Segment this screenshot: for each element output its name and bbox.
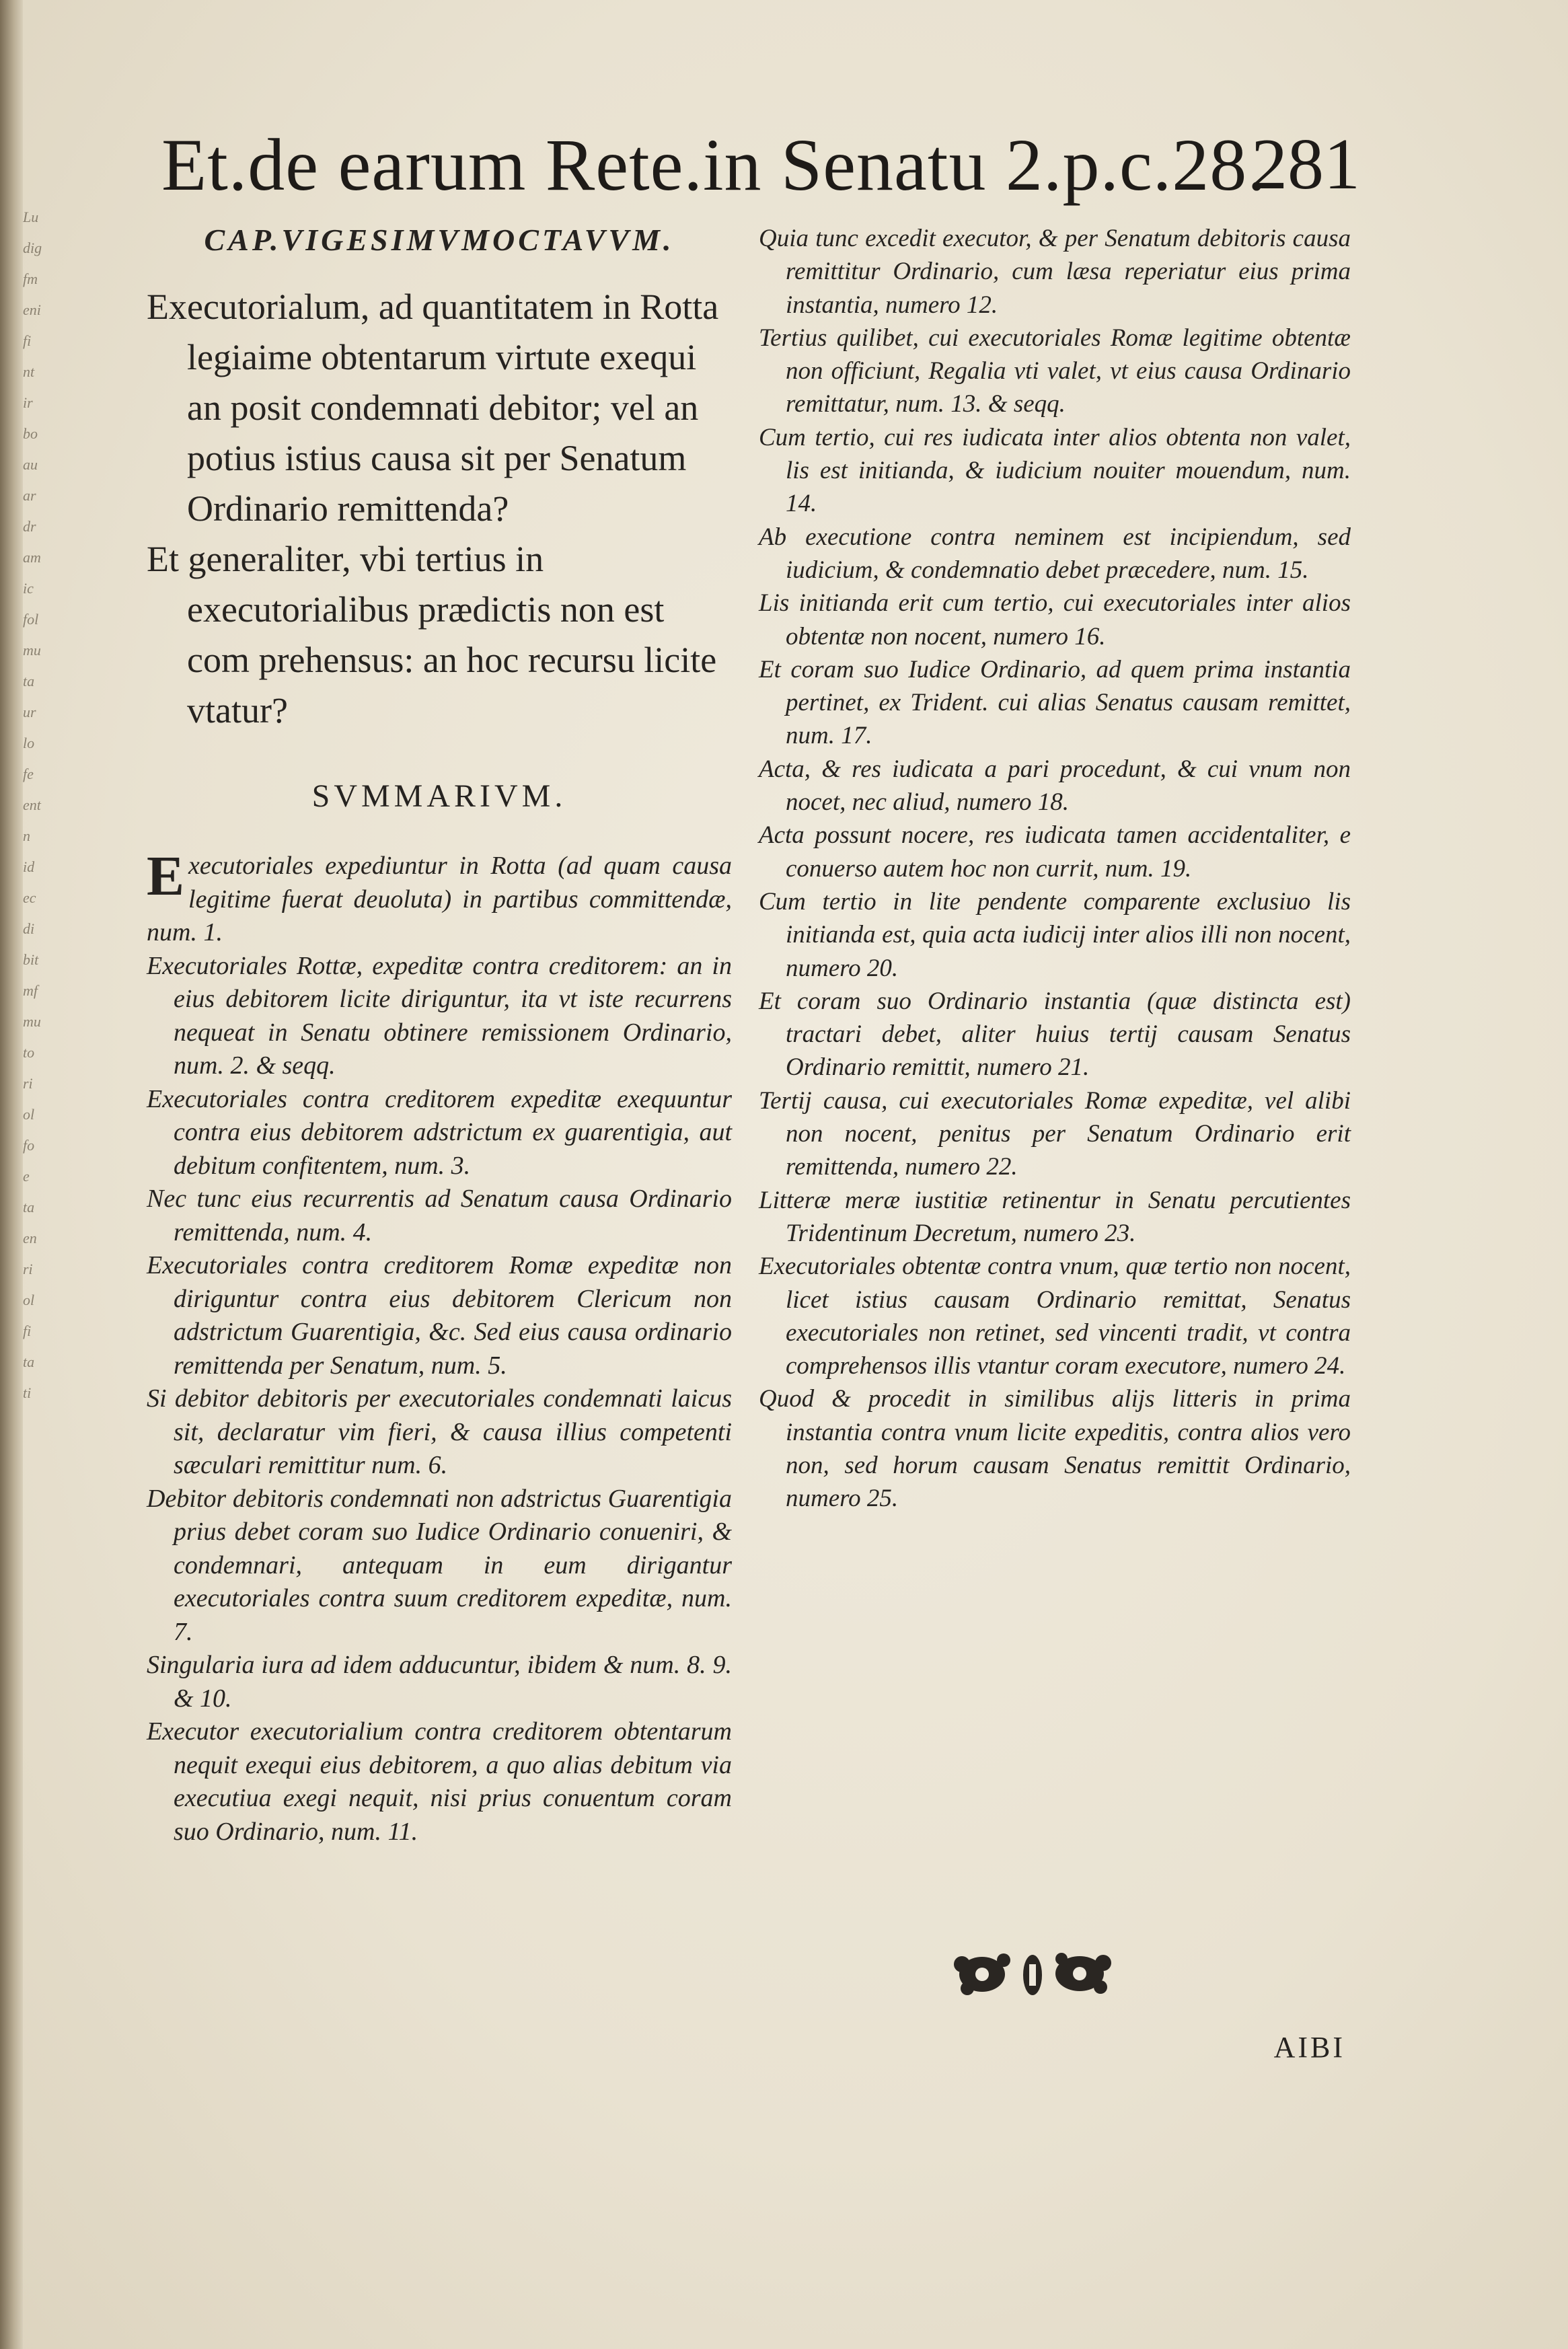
margin-fragment: e [23,1168,30,1185]
summary-entries-right [759,222,1351,1516]
margin-fragment: fi [23,1322,32,1339]
summary-entry: Executoriales obtentæ contra vnum, quæ tertio non nocent, licet istius causam Ordinario remittat, Senatus executoriales non retinet, sed vincenti tradit, vt contra comprehensos illis vtantur coram executore, numero 24. [759,1253,1351,1380]
summary-entry [147,1249,732,1382]
summary-entry-text: Executoriales contra creditorem Romæ expeditæ non diriguntur contra eius debitorem Clericum non adstrictum Guarentigia, &c. Sed eius causa ordinario remittenda per Senatum, num. 5. [147,1251,732,1380]
left-column [147,222,732,1849]
right-column [759,222,1351,1516]
margin-fragment: n [23,827,30,844]
summary-entry [147,845,732,950]
margin-fragment: dr [23,518,36,535]
page-number: 281 [1251,124,1360,204]
margin-fragment: ti [23,1384,32,1401]
margin-fragment: di [23,920,35,937]
margin-fragment: au [23,456,38,473]
margin-fragment: bo [23,425,38,442]
summary-entry [147,1083,732,1183]
summary-entry: Tertij causa, cui executoriales Romæ expeditæ, vel alibi non nocent, penitus per Senatum Ordinario erit remittenda, numero 22. [759,1086,1351,1181]
margin-fragment: to [23,1044,35,1061]
summary-entry: Lis initianda erit cum tertio, cui executoriales inter alios obtentæ non nocent, numero 16. [759,589,1351,650]
summary-entries-left [147,845,732,1849]
margin-fragment: ec [23,889,36,906]
summary-entry-text: Debitor debitoris condemnati non adstrictus Guarentigia prius debet coram suo Iudice Ordinario conueniri, & condemnari, antequam in eum dirigantur executoriales contra suum creditorem expeditæ, num. 7. [147,1484,732,1646]
fleuron-ornament [942,1944,1123,2005]
margin-fragment: ar [23,487,36,504]
question-2: Et generaliter, vbi tertius in executorialibus prædictis non est com prehensus: an hoc recursu licite vtatur? [147,539,717,731]
summary-entry: Et coram suo Ordinario instantia (quæ distincta est) tractari debet, aliter huius tertij causam Senatus Ordinario remittit, numero 21. [759,987,1351,1082]
margin-fragment: ur [23,704,36,720]
margin-fragment: lo [23,735,35,751]
margin-fragment: fm [23,270,38,287]
margin-fragment: fo [23,1137,35,1154]
margin-fragment: ol [23,1106,35,1123]
margin-fragment: en [23,1230,37,1246]
margin-fragment: fi [23,332,32,349]
summary-entry: Acta, & res iudicata a pari procedunt, & cui vnum non nocet, nec aliud, numero 18. [759,755,1351,817]
summary-entry: Litteræ meræ iustitiæ retinentur in Senatu percutientes Tridentinum Decretum, numero 23. [759,1186,1351,1247]
summary-entry: Ab executione contra neminem est incipiendum, sed iudicium, & condemnatio debet præcedere, num. 15. [759,523,1351,584]
summary-entry [147,1649,732,1715]
margin-fragment: nt [23,363,35,380]
margin-fragment: bit [23,951,39,968]
summary-entry: Cum tertio in lite pendente comparente exclusiuo lis initianda est, quia acta iudicij inter alios illi non nocent, numero 20. [759,887,1351,982]
margin-bleed-through [23,202,42,2153]
margin-fragment: mu [23,642,41,659]
margin-fragment: dig [23,239,42,256]
margin-fragment: ta [23,1199,35,1216]
summary-entry-text: Singularia iura ad idem adducuntur, ibidem & num. 8. 9. & 10. [147,1651,732,1713]
margin-fragment: mu [23,1013,41,1030]
summary-entry [147,950,732,1083]
margin-fragment: ta [23,1353,35,1370]
summary-entry-text: Nec tunc eius recurrentis ad Senatum causa Ordinario remittenda, num. 4. [147,1185,732,1246]
summary-entry [147,1183,732,1249]
summary-entry [147,1382,732,1483]
summary-entry: Quod & procedit in similibus alijs litteris in prima instantia contra vnum licite expeditis, contra alios vero non, sed horum causam Senatus remittit Ordinario, numero 25. [759,1385,1351,1513]
question-1: Executorialum, ad quantitatem in Rotta legiaime obtentarum virtute exequi an posit condemnati debitor; vel an potius istius causa sit per Senatum Ordinario remittenda? [147,287,719,529]
summary-entry-text: Si debitor debitoris per executoriales condemnati laicus sit, declaratur vim fieri, & causa illius competenti sæculari remittitur num. 6. [147,1384,732,1479]
margin-fragment: mf [23,982,38,999]
summary-entry [147,1715,732,1849]
summarium-heading: SVMMARIVM. [311,778,567,814]
margin-fragment: ent [23,796,41,813]
summary-entry-text: Executoriales contra creditorem expeditæ exequuntur contra eius debitorem adstrictum ex guarentigia, aut debitum confitentem, num. 3. [147,1084,732,1180]
summary-entry: Et coram suo Iudice Ordinario, ad quem prima instantia pertinet, ex Trident. cui alias Senatus causam remittet, num. 17. [759,655,1351,750]
summary-entry: Tertius quilibet, cui executoriales Romæ legitime obtentæ non officiunt, Regalia vti valet, vt eius causa Ordinario remittatur, num. 13. & seqq. [759,324,1351,418]
binding-gutter [0,0,23,2349]
summary-entry: Quia tunc excedit executor, & per Senatum debitoris causa remittitur Ordinario, cum læsa reperiatur eius prima instantia, numero 12. [759,225,1351,319]
margin-fragment: ol [23,1292,35,1308]
margin-fragment: fe [23,766,34,782]
summary-entry-text: Executoriales Rottæ, expeditæ contra creditorem: an in eius debitorem licite diriguntur, ita vt iste recurrens nequeat in Senatu obtinere remissionem Ordinario, num. 2. & seqq. [147,951,732,1080]
running-head: Et.de earum Rete.in Senatu 2.p.c.28. [161,124,1267,206]
margin-fragment: Lu [23,209,39,225]
summary-entry: Cum tertio, cui res iudicata inter alios obtenta non valet, lis est initianda, & iudicium nouiter mouendum, num. 14. [759,423,1351,518]
summary-entry: Acta possunt nocere, res iudicata tamen accidentaliter, e conuerso autem hoc non currit, num. 19. [759,821,1351,883]
chapter-title: CAP.VIGESIMVMOCTAVVM. [204,223,675,257]
catchword: AIBI [1273,2031,1345,2064]
margin-fragment: id [23,858,35,875]
margin-fragment: am [23,549,41,566]
margin-fragment: ic [23,580,34,597]
initial-letter: E [147,845,185,907]
margin-fragment: fol [23,611,39,628]
margin-fragment: eni [23,301,41,318]
summary-entry [147,1483,732,1649]
margin-fragment: ta [23,673,35,689]
margin-fragment: ir [23,394,33,411]
margin-fragment: ri [23,1261,33,1277]
margin-fragment: ri [23,1075,33,1092]
summary-entry-text: Executor executorialium contra creditorem obtentarum nequit exequi eius debitorem, a quo alias debitum via executiua exegi nequit, nisi prius conuentum coram suo Ordinario, num. 11. [147,1717,732,1846]
summary-entry-text: xecutoriales expediuntur in Rotta (ad quam causa legitime fuerat deuoluta) in partibus committendæ, num. 1. [147,852,732,946]
